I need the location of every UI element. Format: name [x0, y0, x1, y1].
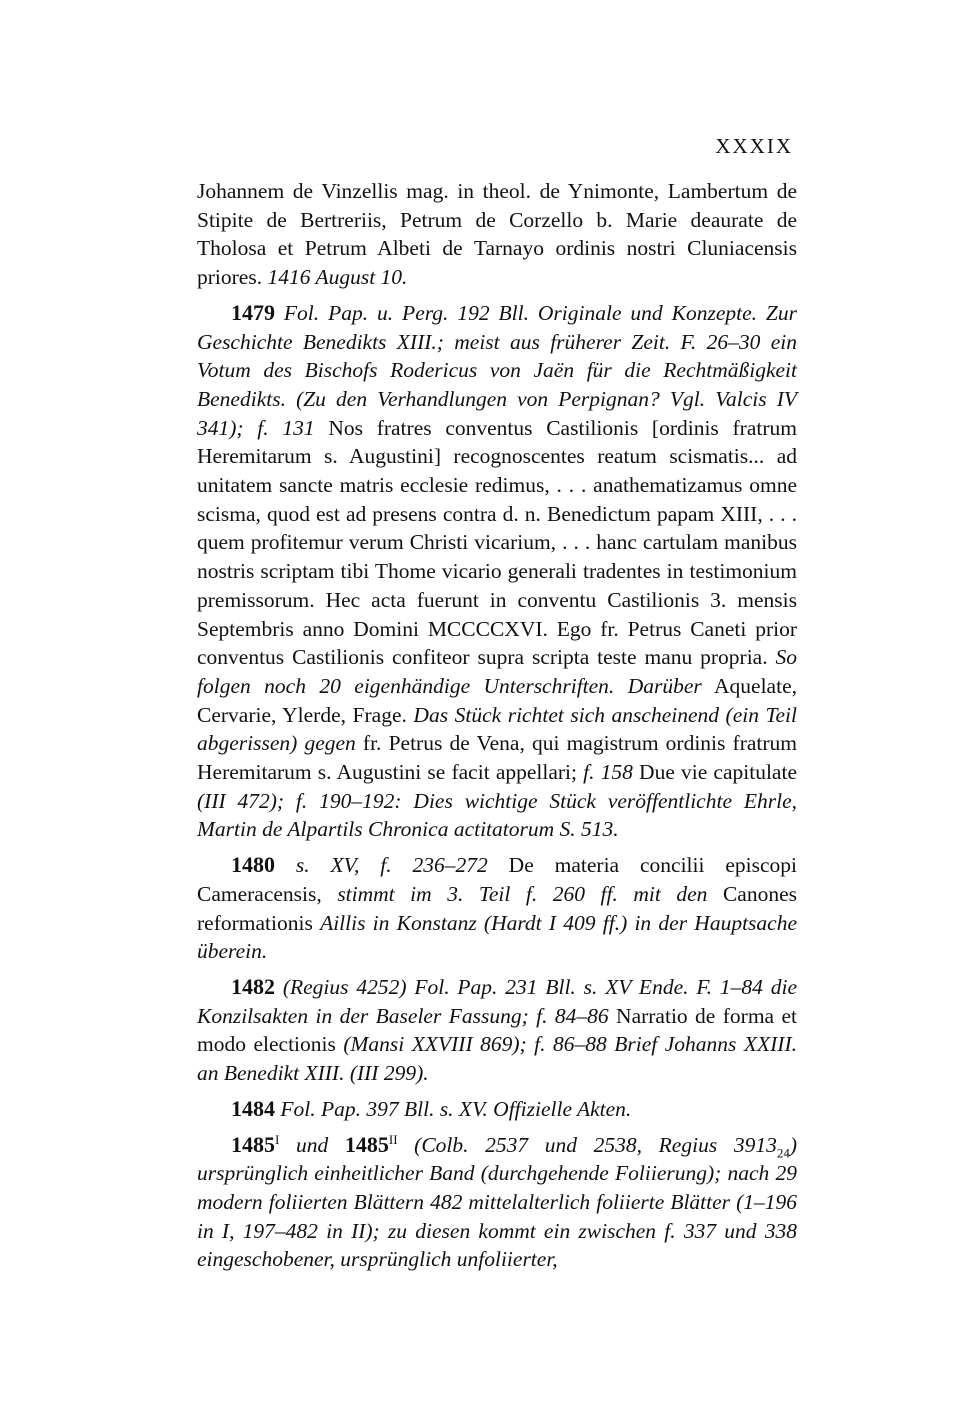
italic-annotation: und — [279, 1132, 345, 1157]
entry-number: 1480 — [231, 852, 275, 878]
source-text: Due vie capitulate — [632, 760, 797, 785]
catalog-entry-paragraph — [197, 1131, 797, 1275]
italic-annotation: f. 158 — [583, 760, 633, 785]
entry-number: 1482 — [231, 973, 275, 999]
entry-number: 1485 — [231, 1131, 275, 1157]
subscript-marker: 24 — [776, 1144, 790, 1160]
catalog-entry-paragraph — [197, 1095, 797, 1124]
italic-annotation: (III 472); f. 190–192: Dies wichtige Stück veröffentlichte Ehrle, Martin de Alpartils Chronica actitatorum S. 513. — [197, 788, 797, 842]
source-text: Johannem de Vinzellis mag. in theol. de Ynimonte, Lambertum de Stipite de Bertreriis, Petrum de Corzello b. Marie deaurate de Tholosa et Petrum Albeti de Tarnayo ordinis nostri Cluniacensis priores. — [197, 179, 797, 290]
italic-annotation: So folgen noch 20 eigenhändige Unterschriften. Darüber — [197, 645, 797, 698]
italic-annotation: 1416 August 10. — [267, 265, 408, 290]
italic-annotation: ) ursprünglich einheitlicher Band (durchgehende Foliierung); nach 29 modern foliierten Blättern 482 mittelalterlich foliierte Blätter (1–196 in I, 197–482 in II); zu diesen kommt ein zwischen f. 337 und 338 eingeschobener, ursprünglich unfoliierter, — [197, 1132, 797, 1272]
superscript-marker: II — [388, 1131, 398, 1147]
catalog-entry-paragraph — [197, 299, 797, 844]
page-number: XXXIX — [715, 134, 793, 158]
catalog-entry-paragraph — [197, 973, 797, 1088]
entry-number: 1485 — [344, 1131, 389, 1157]
italic-annotation: Das Stück richtet sich anscheinend (ein Teil abgerissen) gegen — [197, 702, 797, 756]
source-text: Aquelate, Cervarie, Ylerde, Frage. — [197, 673, 797, 727]
italic-annotation: Fol. Pap. u. Perg. 192 Bll. Originale und Konzepte. Zur Geschichte Benedikts XIII.; meist aus früherer Zeit. F. 26–30 ein Votum des Bischofs Rodericus von Jaën für die Rechtmäßigkeit Benedikts. (Zu den Verhandlungen von Perpignan? Vgl. Valcis IV 341); f. 131 — [197, 300, 797, 440]
source-text: Nos fratres conventus Castilionis [ordinis fratrum Heremitarum s. Augustini] recognoscentes reatum scismatis... ad unitatem sancte matris ecclesie redimus, . . . anathematizamus omne scisma, quod est ad presens contra d. n. Benedictum papam XIII, . . . quem profitemur verum Christi vicarium, . . . hanc cartulam manibus nostris scriptam tibi Thome vicario generali tradentes in testimonium premissorum. Hec acta fuerunt in conventu Castilionis 3. mensis Septembris anno Domini MCCCCXVI. Ego fr. Petrus Caneti prior conventus Castilionis confiteor supra scripta teste manu propria. — [197, 415, 797, 670]
italic-annotation: stimmt im 3. Teil f. 260 ff. mit den — [337, 881, 708, 906]
continuation-paragraph — [197, 177, 797, 292]
source-text: Narratio de forma et modo electionis — [197, 1003, 797, 1057]
main-text — [197, 177, 797, 1274]
italic-annotation: Fol. Pap. 397 Bll. s. XV. Offizielle Akten. — [275, 1096, 632, 1121]
italic-annotation: Aillis in Konstanz (Hardt I 409 ff.) in der Hauptsache überein. — [197, 910, 797, 964]
italic-annotation: (Colb. 2537 und 2538, Regius 3913 — [397, 1132, 777, 1157]
italic-annotation: (Mansi XXVIII 869); f. 86–88 Brief Johanns XXIII. an Benedikt XIII. (III 299). — [197, 1032, 797, 1086]
italic-annotation: (Regius 4252) Fol. Pap. 231 Bll. s. XV Ende. F. 1–84 die Konzilsakten in der Baseler Fassung; f. 84–86 — [197, 974, 797, 1028]
entry-number: 1484 — [231, 1095, 275, 1121]
italic-annotation: s. XV, f. 236–272 — [275, 853, 488, 878]
source-text: fr. Petrus de Vena, qui magistrum ordinis fratrum Heremitarum s. Augustini se facit appellari; — [197, 731, 797, 785]
catalog-entry-paragraph — [197, 851, 797, 966]
source-text: De materia concilii episcopi Cameracensis, — [197, 853, 797, 906]
source-text: Canones reformationis — [197, 881, 798, 935]
entry-number: 1479 — [231, 299, 275, 325]
superscript-marker: I — [275, 1131, 280, 1147]
